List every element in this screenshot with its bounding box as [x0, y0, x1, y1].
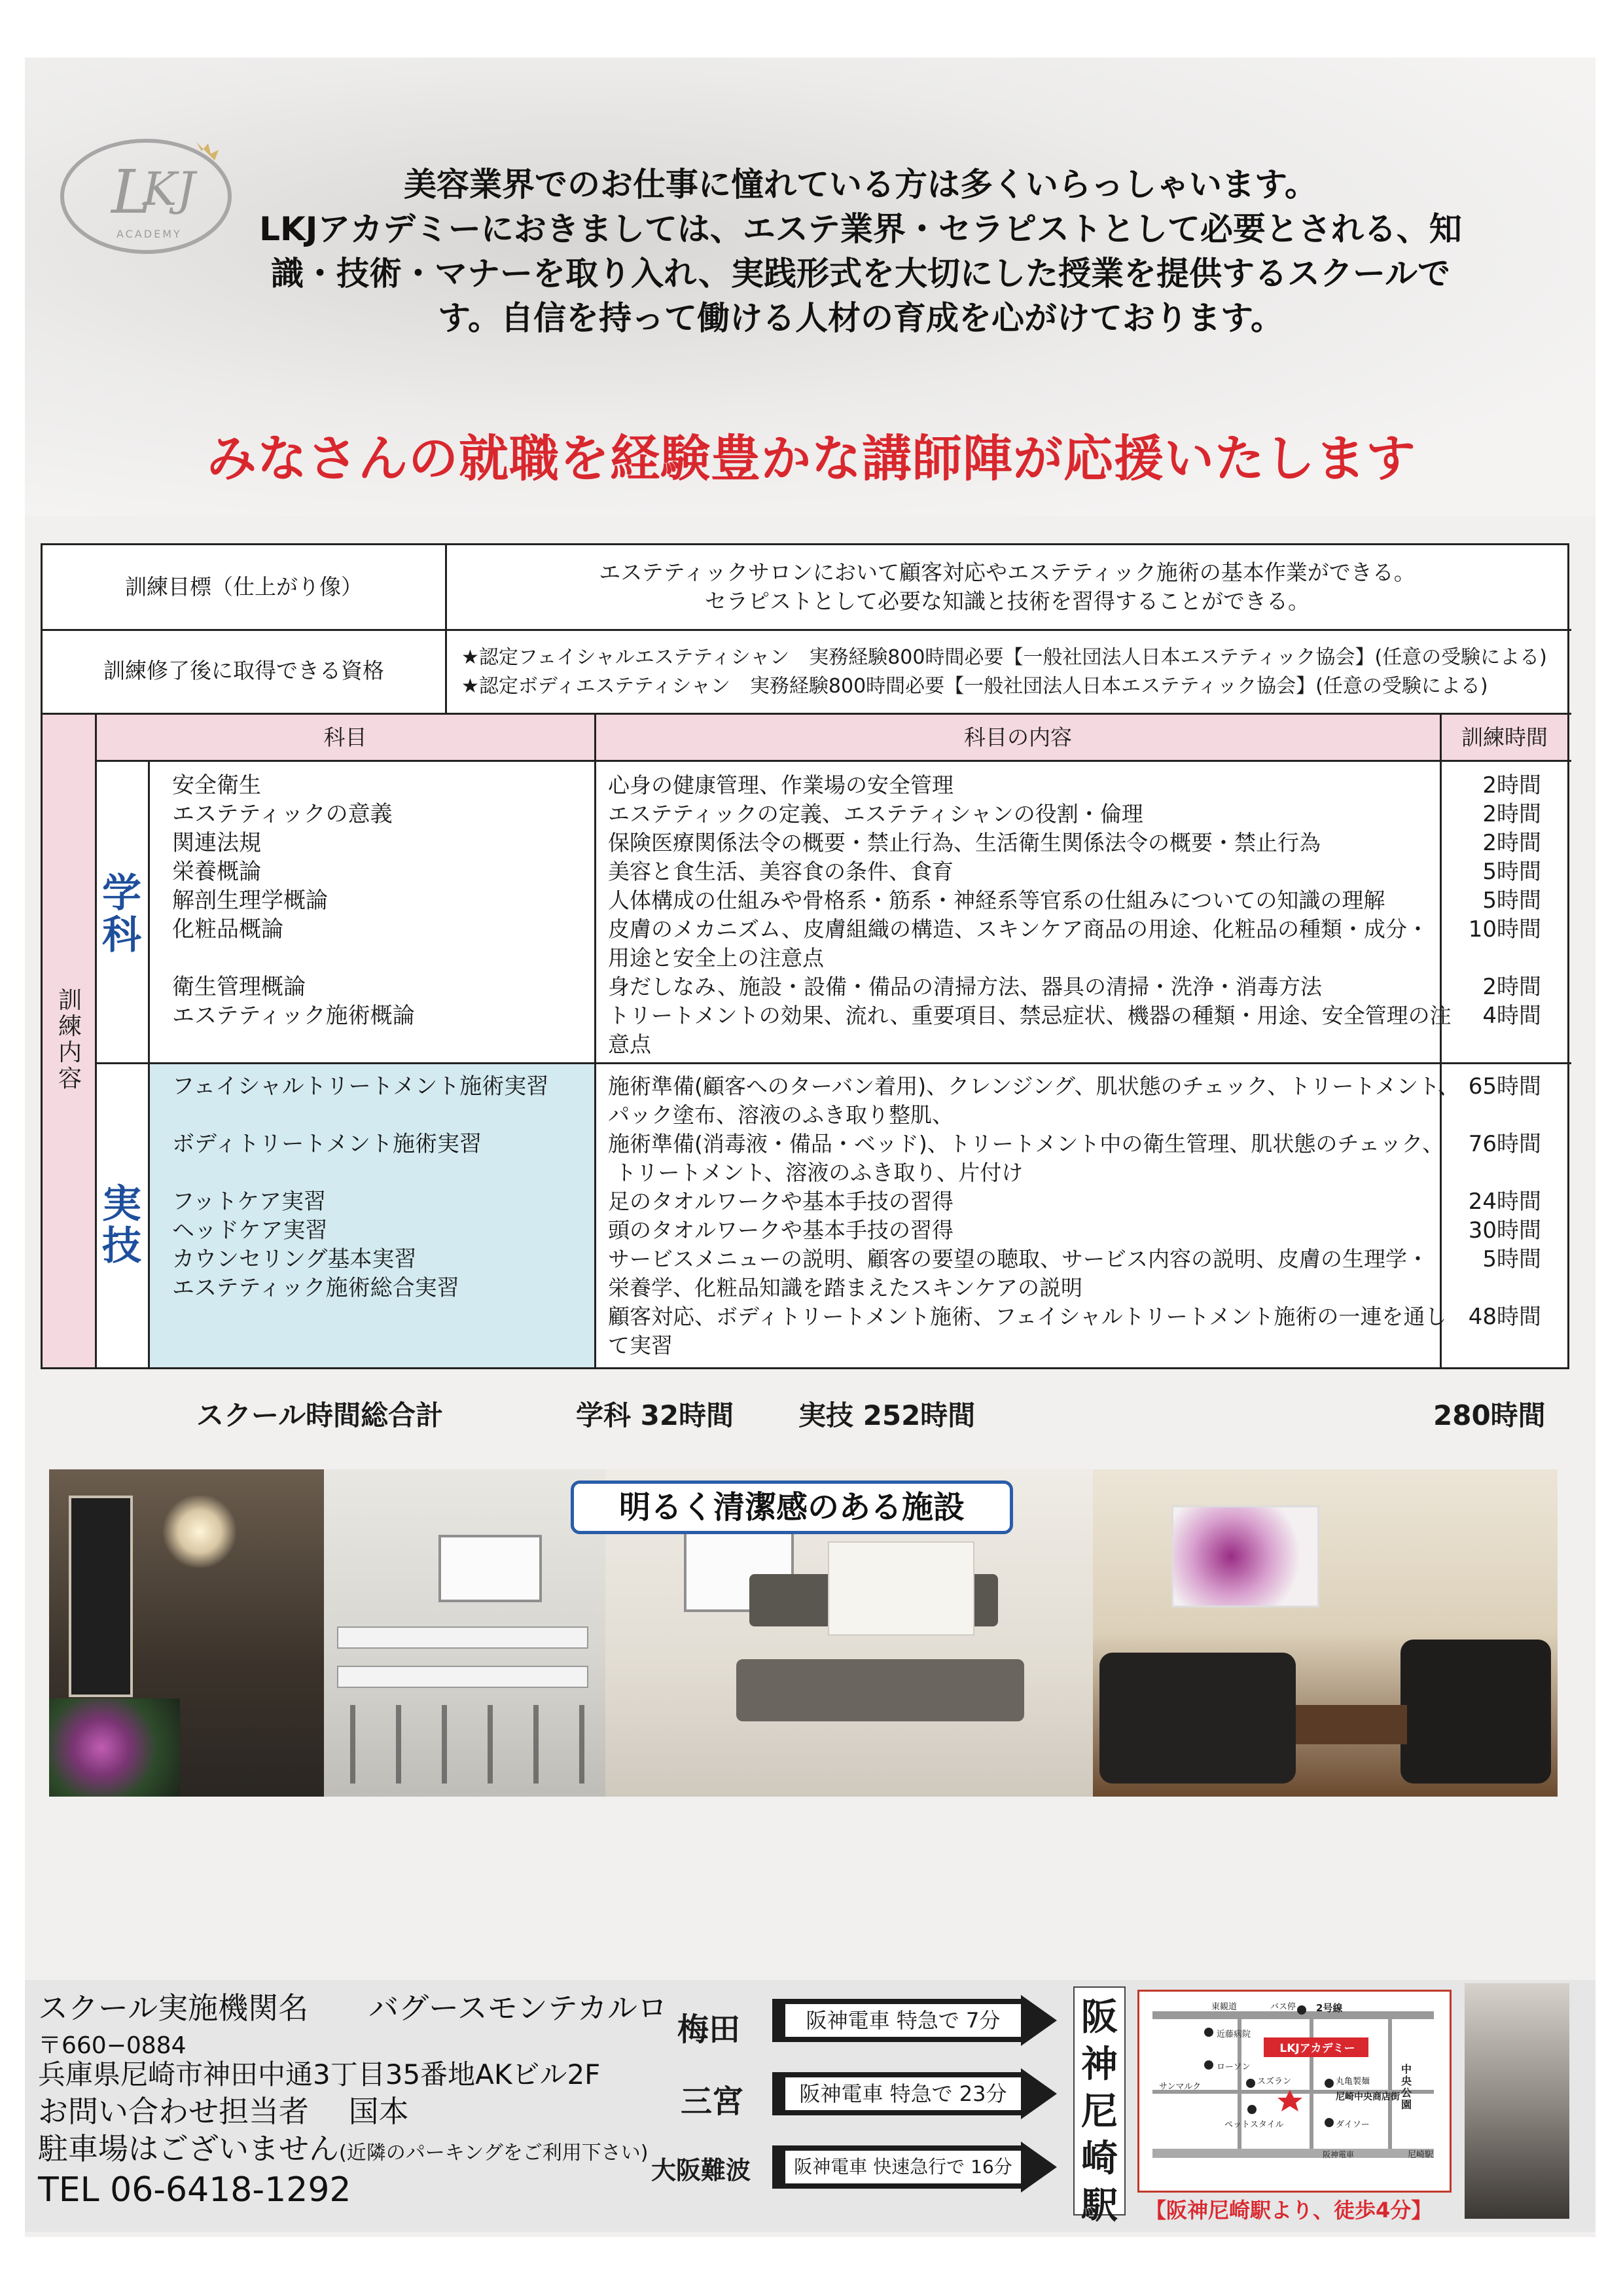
gakka-subjects: 安全衛生 エステティックの意義 関連法規 栄養概論 解剖生理学概論 化粧品概論 衛生管理概論 エステティック施術概論: [172, 772, 415, 1029]
col-header-content: 科目の内容: [964, 725, 1072, 750]
map-label: サンマルク: [1159, 2082, 1202, 2092]
totals-gakka: 学科 32時間: [576, 1399, 734, 1431]
station-name: 阪 神 尼 崎 駅: [1073, 1986, 1126, 2215]
row-divider: [96, 760, 1571, 762]
qualification-1: ★認定フェイシャルエステティシャン 実務経験800時間必要【一般社団法人日本エステティック協会】(任意の受験による): [461, 646, 1547, 669]
route-text-namba: 阪神電車 快速急行で 16分: [785, 2151, 1021, 2183]
building-entrance-photo: [1465, 1983, 1569, 2219]
route-arrow-sannomiya: [772, 2068, 1060, 2119]
route-from-sannomiya: 三宮: [681, 2083, 744, 2120]
route-arrow-namba: [772, 2142, 1060, 2193]
svg-text:KJ: KJ: [143, 162, 196, 216]
map-label: 中央公園: [1401, 2063, 1412, 2111]
footer-org: スクール実施機関名 バグースモンテカルロ: [38, 1990, 668, 2026]
lounge-photo: [1093, 1469, 1558, 1797]
goal-text-1: エステティックサロンにおいて顧客対応やエステティック施術の基本作業ができる。: [599, 560, 1416, 585]
map-school-label: LKJアカデミー: [1279, 2042, 1355, 2055]
col-divider: [594, 713, 596, 1367]
col-header-subject: 科目: [323, 725, 367, 750]
col-divider: [148, 760, 150, 1367]
map-label: バス停: [1270, 2002, 1296, 2012]
map-label: 尼崎中央商店街: [1336, 2092, 1400, 2102]
intro-line-1: 美容業界でのお仕事に憧れている方は多くいらっしゃいます。: [404, 166, 1317, 204]
col-header-hours: 訓練時間: [1461, 725, 1548, 750]
map-label: ローソン: [1217, 2062, 1251, 2072]
facility-banner: 明るく清潔感のある施設: [571, 1480, 1013, 1534]
access-map: [1137, 1990, 1452, 2193]
intro-line-4: す。自信を持って働ける人材の育成を心がけております。: [438, 299, 1283, 337]
map-label: 2号線: [1316, 2002, 1343, 2014]
footer-zip: 〒660−0884: [38, 2032, 187, 2059]
goal-label: 訓練目標（仕上がり像）: [125, 574, 363, 600]
jitsugi-contents: 施術準備(顧客へのターバン着用)、クレンジング、肌状態のチェック、トリートメント、 パック塗布、溶液のふき取り整肌、 施術準備(消毒液・備品・ベッド)、トリートメント中の衛生管理、肌状態のチェック、 トリートメント、溶液のふき取り、片付け 足のタオルワークや基本手技の習得 頭のタオルワークや基本手技の習得 サービスメニューの説明、顧客の要望の聴取、サービス内容の説明、皮膚の生理学・ 栄養学、化粧品知識を踏まえたスキンケアの説明 顧客対応、ボディトリートメント施術、フェイシャルトリートメント施術の一連を通し て実習: [608, 1073, 1460, 1358]
route-arrow-umeda: [772, 1995, 1060, 2046]
map-label: 東観道: [1211, 2002, 1238, 2012]
map-label: 近藤病院: [1217, 2030, 1251, 2039]
row-divider: [43, 713, 1571, 715]
jitsugi-label: 実 技: [102, 1181, 141, 1269]
jitsugi-subjects: フェイシャルトリートメント施術実習 ボディトリートメント施術実習 フットケア実習 ヘッドケア実習 カウンセリング基本実習 エステティック施術総合実習: [172, 1073, 549, 1301]
intro-line-3: 識・技術・マナーを取り入れ、実践形式を大切にした授業を提供するスクールで: [271, 255, 1450, 293]
gakka-label: 学 科: [102, 870, 141, 958]
row-divider: [96, 1062, 1571, 1064]
svg-text:ACADEMY: ACADEMY: [116, 228, 182, 240]
gakka-hours: 2時間 2時間 2時間 5時間 5時間 10時間 2時間 4時間: [1468, 772, 1541, 1029]
footer-address: 兵庫県尼崎市神田中通3丁目35番地AKビル2F: [38, 2058, 601, 2090]
side-label-training: 訓 練 内 容: [58, 987, 82, 1092]
curriculum-table: [41, 543, 1569, 1369]
footer-parking: [38, 2130, 649, 2172]
goal-text-2: セラピストとして必要な知識と技術を習得することができる。: [705, 588, 1310, 614]
totals-jitsugi: 実技 252時間: [798, 1399, 976, 1431]
headline: みなさんの就職を経験豊かな講師陣が応援いたします: [207, 429, 1416, 488]
intro-line-2: LKJアカデミーにおきましては、エステ業界・セラピストとして必要とされる、知: [259, 210, 1462, 248]
gakka-contents: 心身の健康管理、作業場の安全管理 エステティックの定義、エステティシャンの役割・倫理 保険医療関係法令の概要・禁止行為、生活衛生関係法令の概要・禁止行為 美容と食生活、美容食の条件、食育 人体構成の仕組みや骨格系・筋系・神経系等官系の仕組みについての知識の理解 皮膚のメカニズム、皮膚組織の構造、スキンケア商品の用途、化粧品の種類・成分・ 用途と安全上の注意点 身だしなみ、施設・設備・備品の清掃方法、器具の清掃・洗浄・消毒方法 トリートメントの効果、流れ、重要項目、禁忌症状、機器の種類・用途、安全管理の注 意点: [608, 772, 1452, 1057]
qualification-2: ★認定ボディエステティシャン 実務経験800時間必要【一般社団法人日本エステティック協会】(任意の受験による): [461, 675, 1488, 698]
totals-label: スクール時間総合計: [196, 1399, 444, 1431]
footer-tel: TEL 06-6418-1292: [38, 2170, 351, 2210]
map-label: 尼崎駅: [1408, 2150, 1434, 2160]
route-text-sannomiya: 阪神電車 特急で 23分: [785, 2077, 1021, 2110]
route-from-umeda: 梅田: [677, 2011, 741, 2048]
totals-total: 280時間: [1433, 1399, 1546, 1431]
parking-text: 駐車場はございません: [38, 2131, 339, 2166]
route-text-umeda: 阪神電車 特急で 7分: [785, 2004, 1021, 2037]
jitsugi-hours: 65時間 76時間 24時間 30時間 5時間 48時間: [1468, 1073, 1541, 1330]
walk-time: 【阪神尼崎駅より、徒歩4分】: [1145, 2198, 1433, 2223]
map-label: ペットスタイル: [1224, 2120, 1284, 2130]
map-label: 丸亀製麺: [1336, 2077, 1370, 2087]
route-from-namba: 大阪難波: [651, 2156, 751, 2185]
footer-contact: お問い合わせ担当者 国本: [38, 2094, 409, 2129]
map-label: スズラン: [1257, 2077, 1292, 2087]
parking-note: (近隣のパーキングをご利用下さい): [339, 2142, 649, 2164]
svg-text:L: L: [111, 157, 152, 227]
hallway-photo: [49, 1469, 324, 1797]
qualification-label: 訓練修了後に取得できる資格: [103, 658, 384, 683]
col-divider: [95, 713, 97, 1367]
classroom-photo: [324, 1469, 605, 1797]
row-divider: [43, 629, 1571, 631]
map-label: ダイソー: [1336, 2120, 1370, 2130]
map-label: 阪神電車: [1323, 2150, 1355, 2159]
